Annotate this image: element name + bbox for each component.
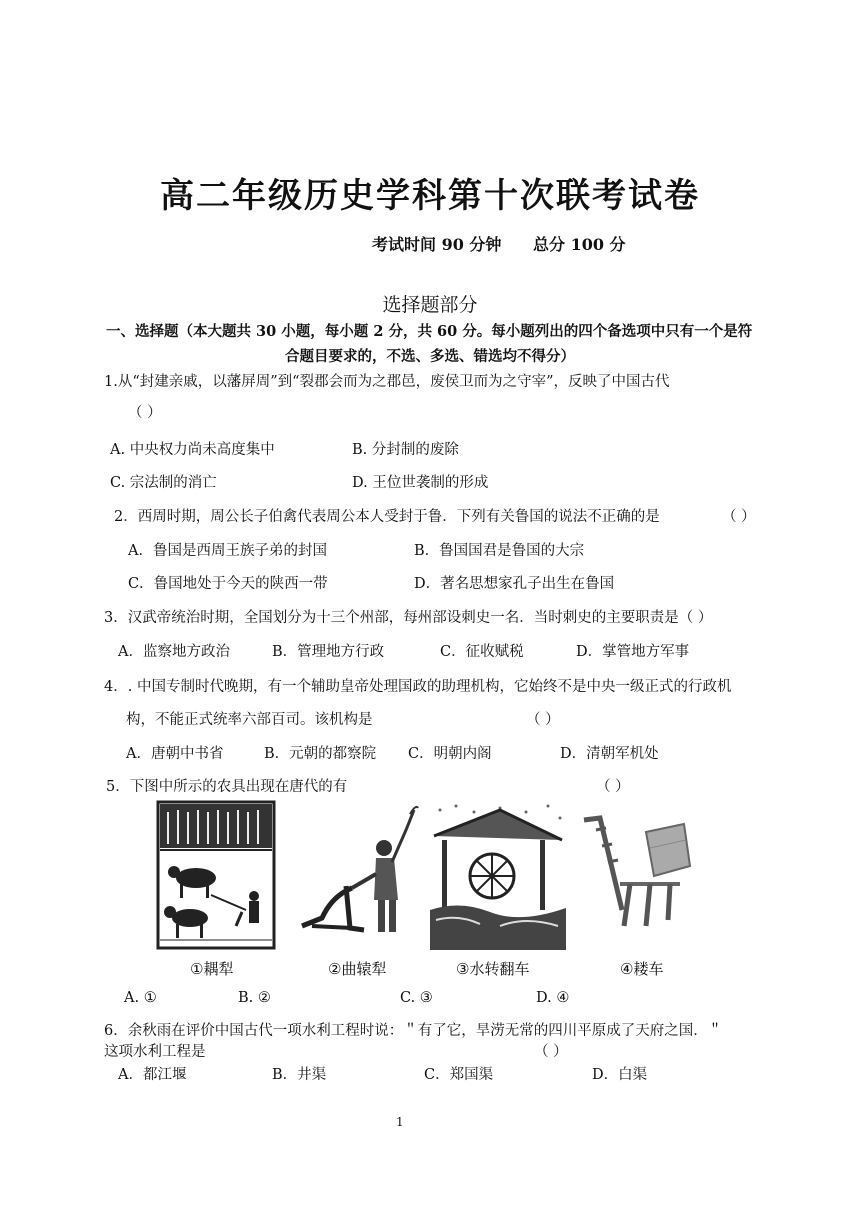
question-3-option-b: B．管理地方行政 (272, 644, 385, 660)
question-4-stem: 4．. 中国专制时代晚期，有一个辅助皇帝处理国政的助理机构，它始终不是中央一级正式的行政机 (104, 679, 732, 695)
exam-meta (372, 232, 626, 255)
figure-caption-1: ①耦犁 (190, 960, 234, 978)
exam-time: 考试时间 90 分钟 (372, 235, 502, 254)
question-5-option-d: D. ④ (536, 990, 570, 1006)
question-2-option-b: B．鲁国国君是鲁国的大宗 (414, 543, 585, 559)
question-5-stem: 5．下图中所示的农具出现在唐代的有 (106, 779, 348, 795)
question-3-option-d: D．掌管地方军事 (576, 644, 690, 660)
question-6-option-a: A．都江堰 (118, 1067, 187, 1083)
curved-shaft-plough-image (292, 800, 422, 950)
question-1-option-c: C. 宗法制的消亡 (110, 475, 217, 491)
question-1-option-a: A. 中央权力尚未高度集中 (110, 442, 275, 458)
question-4-stem-line-2: 构，不能正式统率六部百司。该机构是 (126, 712, 373, 728)
question-4-option-d: D．清朝军机处 (560, 746, 659, 762)
question-6-stem-line-2: 这项水利工程是 (104, 1044, 206, 1060)
question-1-option-d: D. 王位世袭制的形成 (352, 475, 489, 491)
ox-plough-relief-image (156, 800, 276, 950)
figure-caption-4: ④耧车 (620, 960, 664, 978)
question-5-option-a: A. ① (124, 990, 157, 1006)
seed-drill-image (580, 800, 700, 950)
question-3-option-c: C．征收赋税 (440, 644, 524, 660)
section-heading: 选择题部分 (382, 294, 478, 316)
question-6-option-b: B．井渠 (272, 1067, 327, 1083)
figure-caption-3: ③水转翻车 (456, 960, 530, 978)
instructions-line-2: 合题目要求的，不选、多选、错选均不得分） (285, 348, 575, 365)
water-wheel-pump-image (430, 800, 566, 950)
question-3-option-a: A．监察地方政治 (118, 644, 230, 660)
question-5-option-c: C. ③ (400, 990, 433, 1006)
question-6-option-c: C．郑国渠 (424, 1067, 494, 1083)
page-title: 高二年级历史学科第十次联考试卷 (160, 176, 700, 216)
question-4-answer-blank: （ ） (526, 712, 560, 728)
question-3-stem: 3．汉武帝统治时期，全国划分为十三个州部，每州部设刺史一名．当时刺史的主要职责是（ ） (104, 610, 713, 626)
question-4-option-a: A．唐朝中书省 (126, 746, 224, 762)
page-number: 1 (396, 1115, 404, 1129)
question-2-option-d: D．著名思想家孔子出生在鲁国 (414, 576, 615, 592)
figure-caption-2: ②曲辕犁 (328, 960, 387, 978)
question-2-stem: 2．西周时期，周公长子伯禽代表周公本人受封于鲁．下列有关鲁国的说法不正确的是 (114, 509, 660, 525)
question-2-option-c: C．鲁国地处于今天的陕西一带 (128, 576, 328, 592)
question-4-option-c: C．明朝内阁 (408, 746, 492, 762)
question-6-option-d: D．白渠 (592, 1067, 648, 1083)
question-5-option-b: B. ② (238, 990, 271, 1006)
question-1-answer-blank: （ ） (128, 405, 162, 421)
question-6-stem: 6．余秋雨在评价中国古代一项水利工程时说：＂有了它，旱涝无常的四川平原成了天府之国．＂ (104, 1023, 723, 1039)
instructions-line-1: 一、选择题（本大题共 30 小题，每小题 2 分，共 60 分。每小题列出的四个备选项中只有一个是符 (106, 323, 753, 340)
question-6-answer-blank: （ ） (534, 1044, 568, 1060)
question-4-option-b: B．元朝的都察院 (264, 746, 377, 762)
question-2-answer-blank: （ ） (722, 509, 756, 525)
question-1-option-b: B. 分封制的废除 (352, 442, 459, 458)
question-5-answer-blank: （ ） (596, 779, 630, 795)
question-2-option-a: A．鲁国是西周王族子弟的封国 (128, 543, 327, 559)
exam-score: 总分 100 分 (533, 235, 626, 254)
question-1-stem: 1.从“封建亲戚，以藩屏周”到“裂郡会而为之郡邑，废侯卫而为之守宰”，反映了中国古代 (104, 374, 670, 390)
